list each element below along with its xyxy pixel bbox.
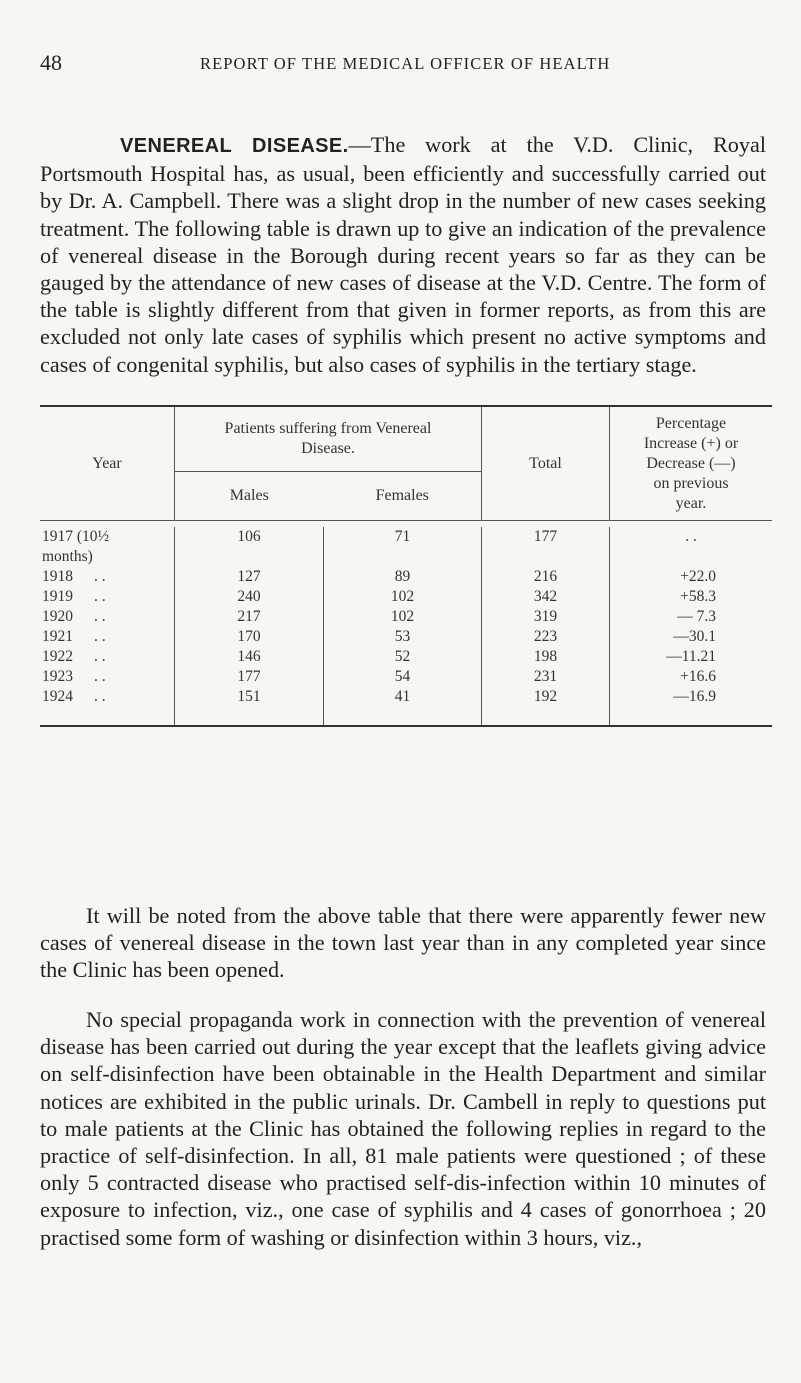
total-cell: 231 (482, 667, 610, 687)
females-cell: 71 (324, 527, 482, 547)
percentage-cell: . . (685, 528, 697, 545)
paragraph-observation: It will be noted from the above table that there were apparently fewer new cases of venereal disease in the town last year than in any completed year since the Clinic has been opened. (40, 903, 766, 983)
year-cell: 1923 . . (40, 667, 175, 687)
males-cell: 106 (175, 527, 324, 547)
year-cell: 1922 . . (40, 647, 175, 667)
col-header-females: Females (324, 472, 482, 521)
table-row (40, 687, 772, 726)
total-cell: 216 (482, 567, 610, 587)
col-header-percentage: Percentage Increase (+) or Decrease (—) on previous year. (643, 414, 739, 512)
table-row (40, 547, 772, 567)
paragraph-propaganda: No special propaganda work in connection with the prevention of venereal disease has been carried out during the year except that the leaflets giving advice on self-disinfection have been obtainable in the Health Department and similar notices are exhibited in the public urinals. Dr. Cambell in reply to questions put to male patients at the Clinic has obtained the following replies in regard to the practice of self-disinfection. In all, 81 male patients were questioned ; of these only 5 contracted disease who practised self-dis-infection within 10 minutes of exposure to infection, viz., one case of syphilis and 4 cases of gonorrhoea ; 20 practised some form of washing or disinfection within 3 hours, viz., (40, 1007, 766, 1250)
percentage-cell: — 7.3 (677, 608, 716, 625)
table-row (40, 667, 772, 687)
table-row (40, 607, 772, 627)
col-header-males: Males (175, 472, 324, 521)
percentage-cell: +16.6 (680, 668, 716, 685)
table-row (40, 627, 772, 647)
males-cell: 146 (175, 647, 324, 667)
col-header-year: Year (40, 406, 175, 521)
females-cell: 54 (324, 667, 482, 687)
page-header (0, 50, 801, 80)
intro-body: —The work at the V.D. Clinic, Royal Portsmouth Hospital has, as usual, been efficiently and successfully carried out by Dr. A. Campbell. There was a slight drop in the number of new cases seeking treatment. The following table is drawn up to give an indication of the prevalence of venereal disease in the Borough during recent years so far as they can be gauged by the attendance of new cases of disease at the V.D. Centre. The form of the table is slightly different from that given in former reports, as from this are excluded not only late cases of syphilis which present no active symptoms and cases of congenital syphilis, but also cases of syphilis in the tertiary stage. (40, 132, 766, 377)
males-cell: 127 (175, 567, 324, 587)
males-cell: 151 (175, 687, 324, 726)
females-cell: 102 (324, 587, 482, 607)
males-cell: 217 (175, 607, 324, 627)
year-note-cell: months) (40, 547, 175, 567)
year-cell: 1921 . . (40, 627, 175, 647)
females-cell: 52 (324, 647, 482, 667)
table-row (40, 647, 772, 667)
page-number: 48 (40, 50, 62, 75)
running-head: REPORT OF THE MEDICAL OFFICER OF HEALTH (200, 54, 611, 73)
section-heading: VENEREAL DISEASE. (120, 135, 349, 157)
percentage-cell: —16.9 (673, 688, 716, 705)
total-cell: 177 (482, 527, 610, 547)
total-cell: 223 (482, 627, 610, 647)
total-cell: 319 (482, 607, 610, 627)
col-header-patients: Patients suffering from Venereal Disease. (175, 406, 482, 472)
percentage-cell: —11.21 (666, 648, 716, 665)
table-row (40, 587, 772, 607)
males-cell: 177 (175, 667, 324, 687)
year-cell: 1919 . . (40, 587, 175, 607)
total-cell: 192 (482, 687, 610, 726)
females-cell: 102 (324, 607, 482, 627)
table-row (40, 567, 772, 587)
year-cell: 1917 (10½ (40, 527, 175, 547)
year-cell: 1924 . . (40, 687, 175, 726)
total-cell: 198 (482, 647, 610, 667)
intro-paragraph (40, 131, 766, 378)
year-cell: 1918 . . (40, 567, 175, 587)
percentage-cell: +22.0 (680, 568, 716, 585)
year-cell: 1920 . . (40, 607, 175, 627)
females-cell: 89 (324, 567, 482, 587)
col-header-total: Total (482, 406, 610, 521)
percentage-cell: +58.3 (680, 588, 716, 605)
percentage-cell: —30.1 (673, 628, 716, 645)
males-cell: 170 (175, 627, 324, 647)
table-row (40, 527, 772, 547)
vd-statistics-table (40, 405, 772, 727)
total-cell: 342 (482, 587, 610, 607)
females-cell: 53 (324, 627, 482, 647)
males-cell: 240 (175, 587, 324, 607)
females-cell: 41 (324, 687, 482, 726)
